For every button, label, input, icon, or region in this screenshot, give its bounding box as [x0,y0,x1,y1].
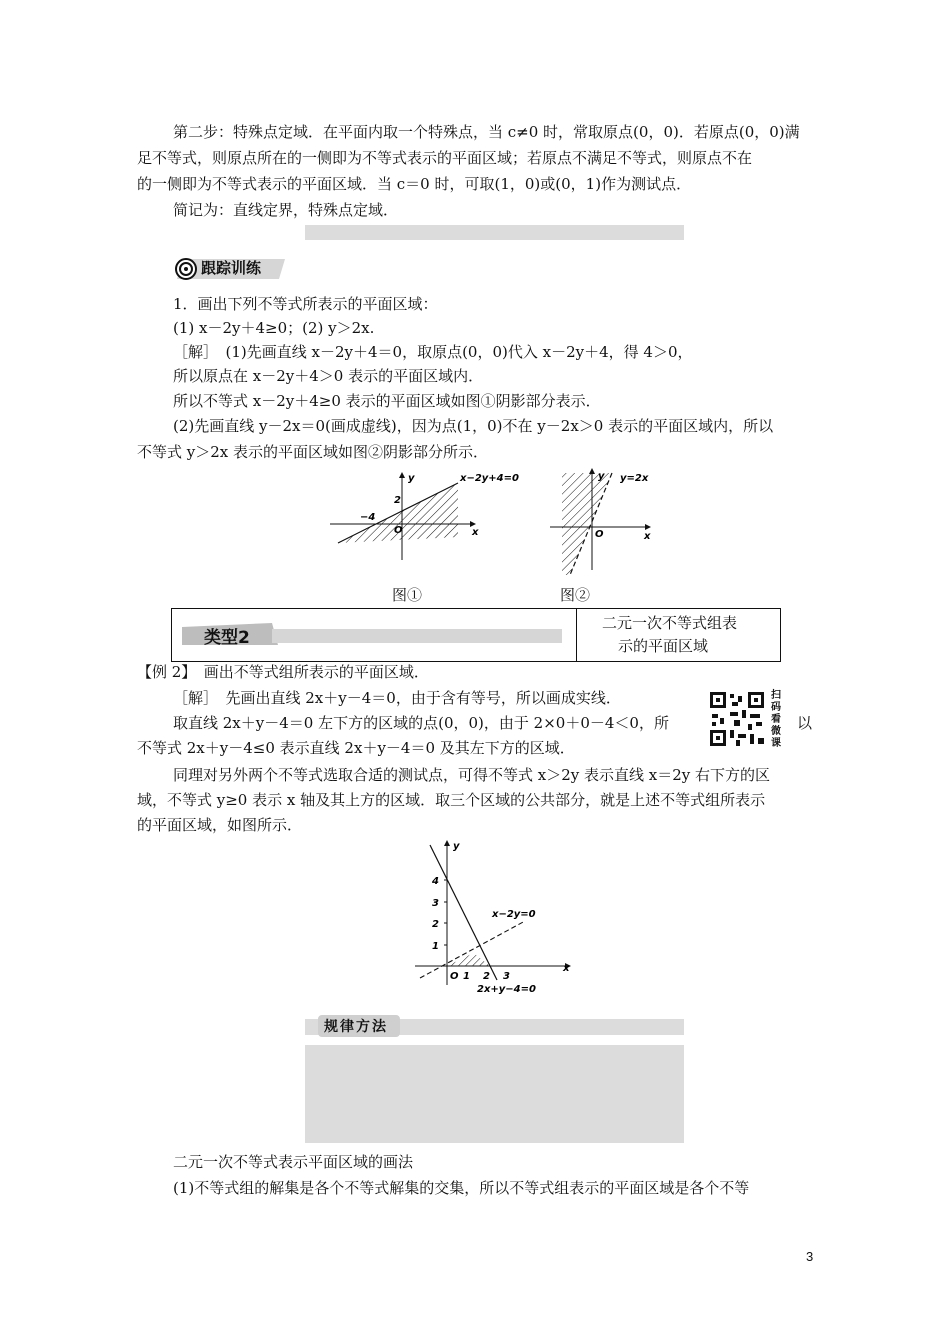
fig1-line-label: x−2y+4=0 [460,473,519,484]
qr-caption-char: 看 [771,714,781,725]
method-header-title: 规律方法 [324,1019,388,1035]
fig3-solid-label: 2x+y−4=0 [477,984,536,995]
example2-heading: 【例 2】 画出不等式组所表示的平面区域． [137,663,429,681]
exercise1-question: 1．画出下列不等式所表示的平面区域： [173,295,438,313]
type2-title-line2: 示的平面区域 [618,637,709,655]
fig2-y-label: y [598,471,605,482]
tracking-header-badge [173,255,288,281]
type2-badge-label: 类型2 [204,628,250,648]
fig1-x-label: x [472,527,479,538]
fig1-origin: O [394,525,403,536]
step2-line1: 第二步：特殊点定域．在平面内取一个特殊点，当 c≠0 时，常取原点(0，0)．若原点(0，0)满 [173,123,800,141]
method-line1: (1)不等式组的解集是各个不等式解集的交集，所以不等式组表示的平面区域是各个不等 [173,1179,750,1197]
exercise1-solution-4: (2)先画直线 y－2x＝0(画成虚线)，因为点(1，0)不在 y－2x＞0 表示的平面区域内，所以 [173,417,774,435]
fig3-x-tick: 1 [463,971,470,982]
type2-divider [576,609,577,661]
fig1-y-label: y [408,473,415,484]
fig3-dashed-label: x−2y=0 [492,909,536,920]
example2-solution-3: 不等式 2x＋y－4≤0 表示直线 2x＋y－4＝0 及其左下方的区域． [137,739,575,757]
gray-separator-bar [305,225,684,240]
fig3-y-tick: 1 [432,941,439,952]
fig3-y-label: y [453,841,460,852]
method-content-box [305,1045,684,1143]
fig3-x-label: x [563,963,570,974]
fig1-tick-y: 2 [394,495,401,506]
figure-2 [540,465,660,580]
fig2-line-label: y=2x [620,473,649,484]
qr-caption-char: 扫 [771,690,781,701]
fig3-x-tick: 3 [503,971,510,982]
qr-caption-char: 课 [771,738,781,749]
figure-1 [330,465,530,575]
fig2-origin: O [595,529,604,540]
qr-caption-char: 码 [771,702,781,713]
figure-1-caption: 图① [392,586,423,604]
qr-caption-char: 微 [771,726,781,737]
type2-title-line1: 二元一次不等式组表 [602,614,738,632]
figure-2-caption: 图② [560,586,591,604]
method-header-badge [318,1012,400,1038]
fig3-y-tick: 3 [432,898,439,909]
step2-line3: 的一侧即为不等式表示的平面区域．当 c＝0 时，可取(1，0)或(0，1)作为测试点． [137,175,692,193]
method-title: 二元一次不等式表示平面区域的画法 [173,1153,414,1171]
example2-solution-1: ［解］ 先画出直线 2x＋y－4＝0，由于含有等号，所以画成实线． [173,689,621,707]
example2-solution-5: 域，不等式 y≥0 表示 x 轴及其上方的区域．取三个区域的公共部分，就是上述不等式组所表示 [137,791,766,809]
exercise1-solution-5: 不等式 y＞2x 表示的平面区域如图②阴影部分所示． [137,443,489,461]
exercise1-solution-3: 所以不等式 x－2y＋4≥0 表示的平面区域如图①阴影部分表示． [173,392,601,410]
step2-summary: 简记为：直线定界，特殊点定域． [173,201,399,219]
qr-caption [771,690,783,750]
page-number: 3 [806,1249,814,1264]
fig3-x-tick: 2 [483,971,490,982]
example2-solution-4: 同理对另外两个不等式选取合适的测试点，可得不等式 x＞2y 表示直线 x＝2y 右下方的区 [173,766,771,784]
tracking-header-title: 跟踪训练 [201,259,262,277]
exercise1-solution-2: 所以原点在 x－2y＋4＞0 表示的平面区域内． [173,367,484,385]
example2-solution-2-tail: 以 [797,714,813,732]
figure-3 [405,835,585,995]
fig1-tick-x: −4 [360,512,376,523]
fig3-y-tick: 4 [432,876,439,887]
fig3-y-tick: 2 [432,919,439,930]
qr-code[interactable] [708,690,766,748]
example2-solution-6: 的平面区域，如图所示． [137,816,303,834]
fig3-origin: O [450,971,459,982]
fig2-x-label: x [644,531,651,542]
exercise1-solution-1: ［解］ (1)先画直线 x－2y＋4＝0，取原点(0，0)代入 x－2y＋4，得 4＞0， [173,343,693,361]
example2-solution-2: 取直线 2x＋y－4＝0 左下方的区域的点(0，0)，由于 2×0＋0－4＜0，所 [173,714,669,732]
fig3-shaded-region [447,953,490,966]
exercise1-parts: (1) x－2y＋4≥0；(2) y＞2x. [173,319,375,337]
fig2-shaded-region [562,473,612,575]
step2-line2: 足不等式，则原点所在的一侧即为不等式表示的平面区域；若原点不满足不等式，则原点不在 [137,149,753,167]
type2-badge [182,623,562,648]
type2-header-box [171,608,781,662]
